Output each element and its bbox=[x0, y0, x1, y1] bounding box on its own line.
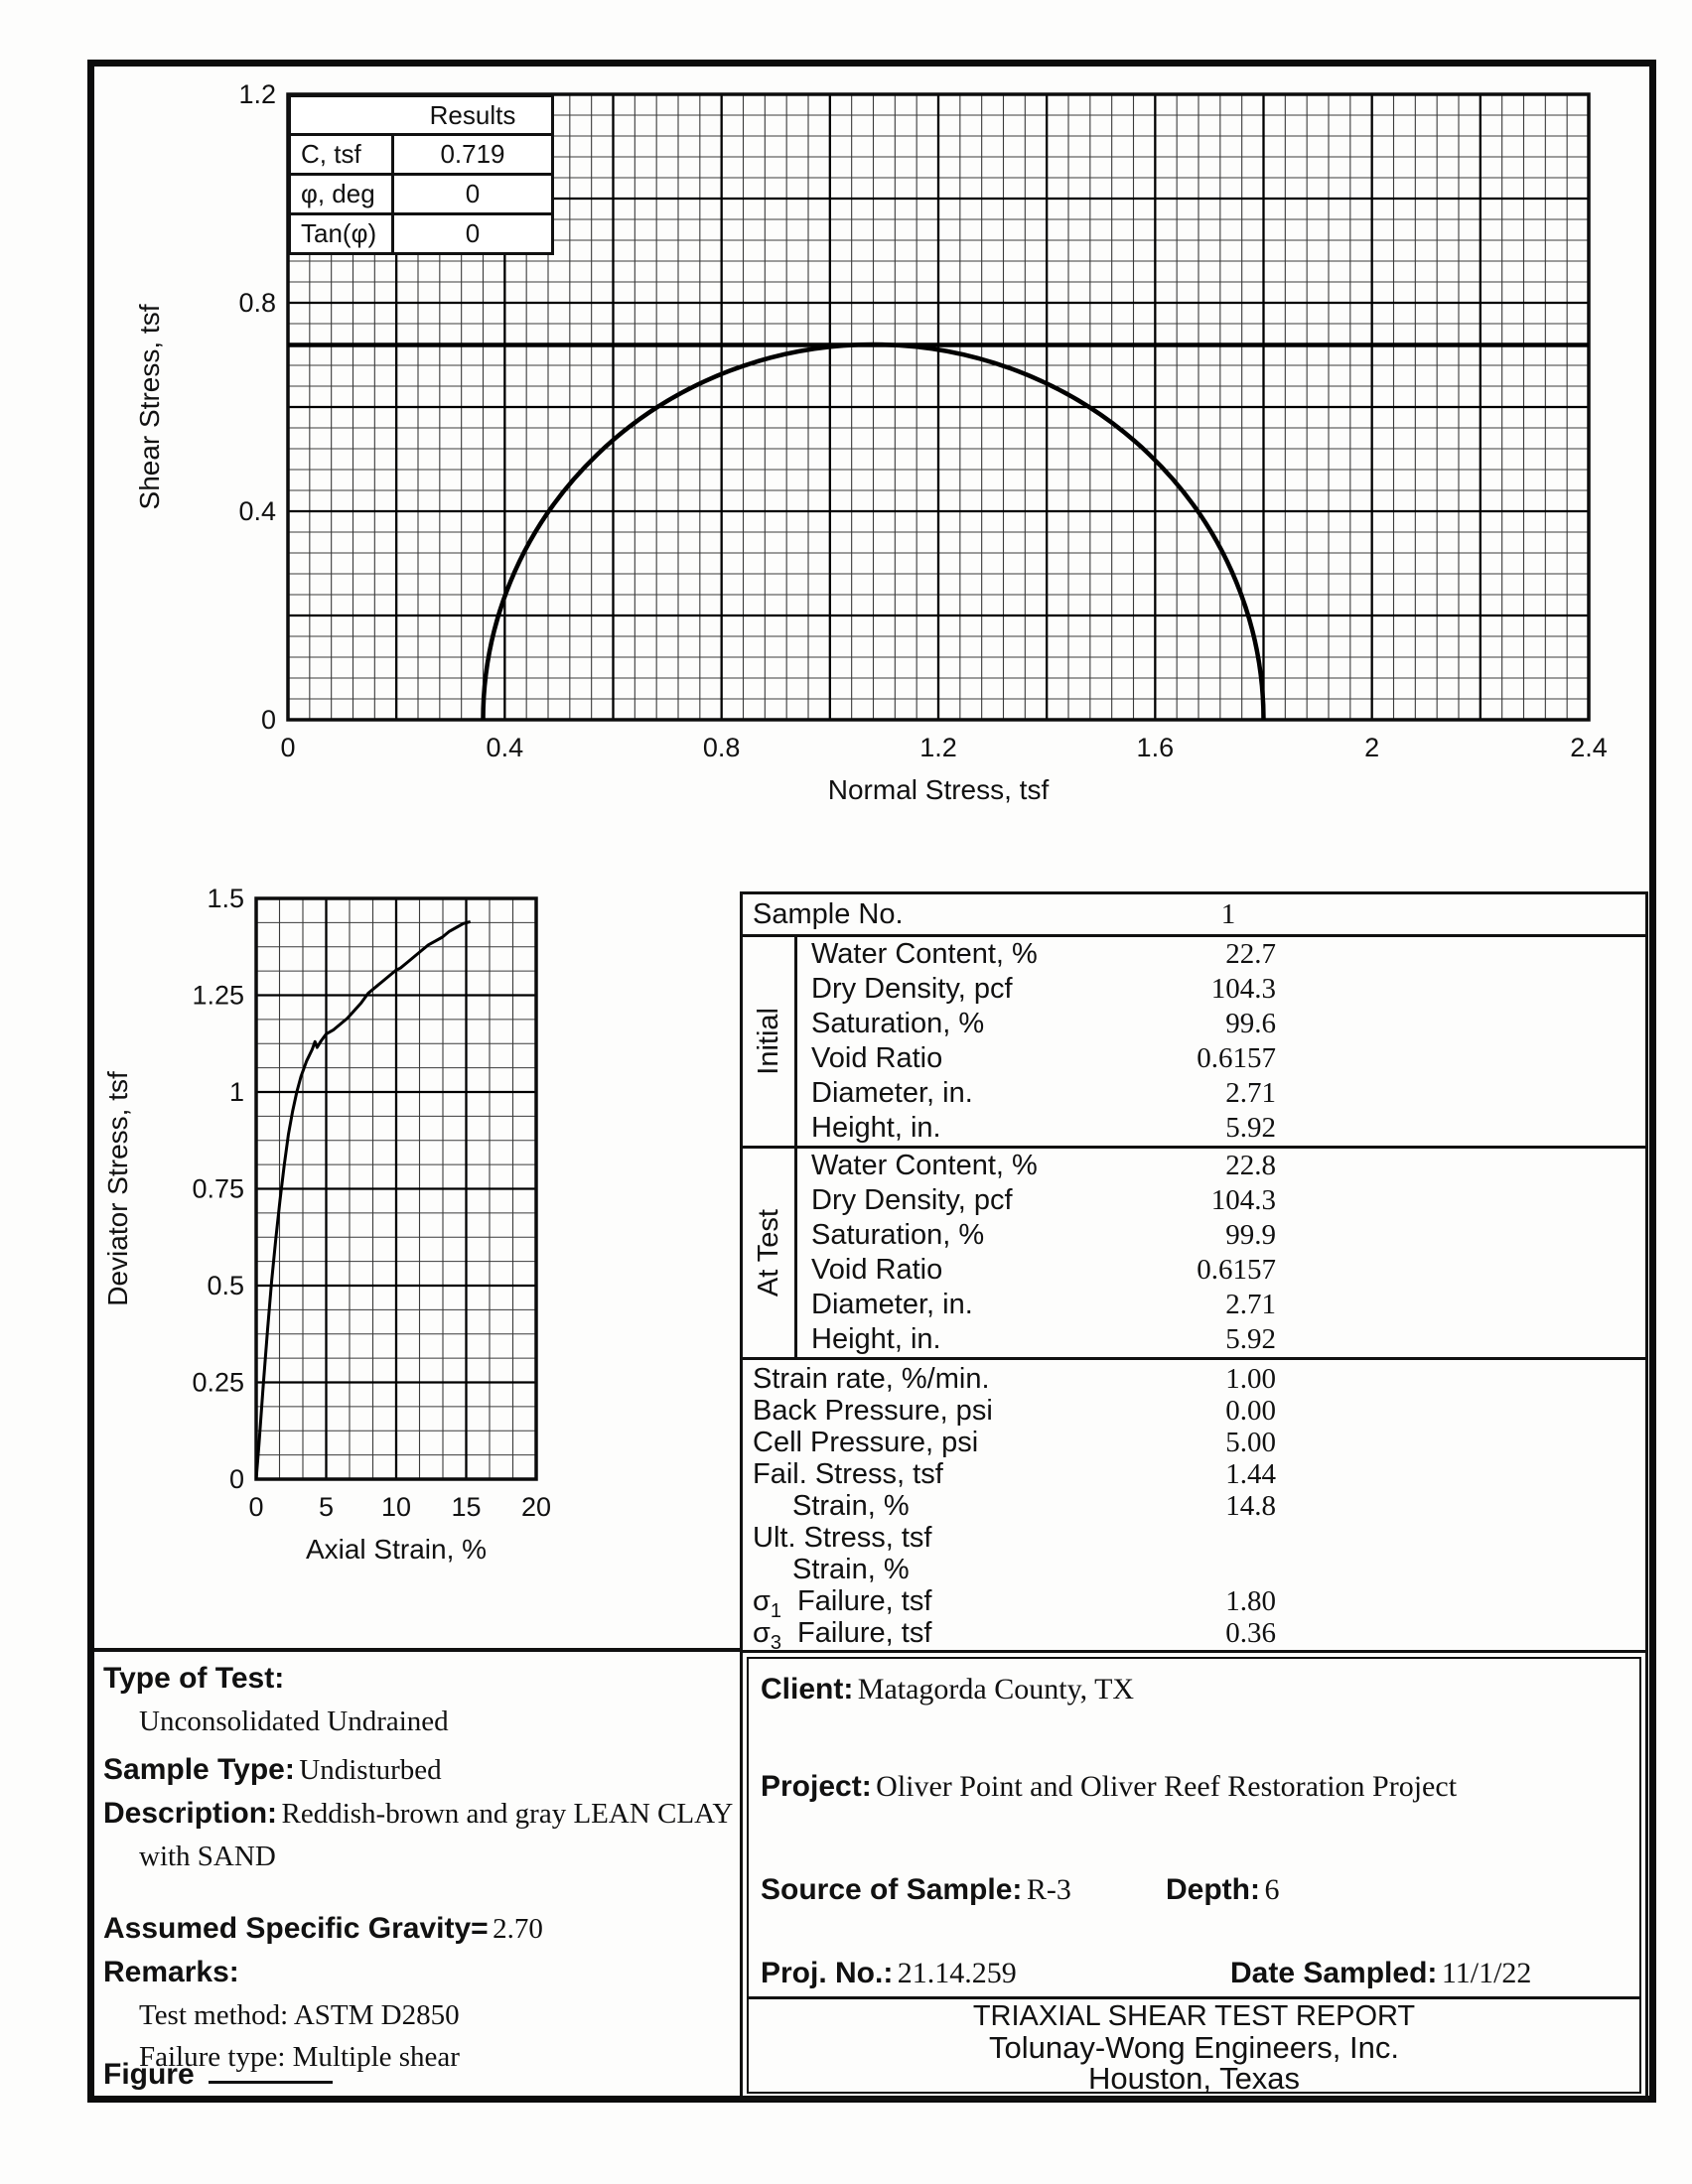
proj-no-label: Proj. No.: bbox=[761, 1957, 894, 1989]
sample-no-label: Sample No. bbox=[753, 898, 904, 930]
table-row: Height, in. 5.92 bbox=[811, 1323, 1276, 1355]
x-tick-label: 20 bbox=[520, 1492, 552, 1522]
figure-line bbox=[103, 2057, 333, 2092]
description-label: Description: bbox=[103, 1797, 278, 1830]
specific-gravity-label: Assumed Specific Gravity= bbox=[103, 1912, 489, 1945]
table-row: Water Content, % 22.7 bbox=[811, 938, 1276, 970]
y-tick-label: 0.25 bbox=[192, 1367, 244, 1398]
y-axis-title: Deviator Stress, tsf bbox=[102, 1071, 133, 1306]
date-sampled-label: Date Sampled: bbox=[1230, 1957, 1438, 1989]
y-tick-label: 1.5 bbox=[207, 884, 244, 913]
tan-phi-label: Tan(φ) bbox=[291, 215, 394, 252]
at-test-block bbox=[743, 1146, 1645, 1357]
y-tick-label: 0 bbox=[260, 705, 276, 735]
y-tick-label: 0.75 bbox=[192, 1173, 244, 1204]
x-tick-label: 1.6 bbox=[1136, 733, 1175, 762]
figure-label: Figure bbox=[103, 2058, 195, 2091]
test-info-divider bbox=[94, 1648, 740, 1652]
remark-failure-type: Failure type: Multiple shear bbox=[139, 2041, 460, 2073]
sample-type-value: Undisturbed bbox=[299, 1754, 442, 1786]
remark-test-method: Test method: ASTM D2850 bbox=[139, 1999, 460, 2031]
results-table bbox=[288, 94, 554, 255]
table-row: Saturation, % 99.6 bbox=[811, 1008, 1276, 1039]
phi-label: φ, deg bbox=[291, 176, 394, 212]
company-name: Tolunay-Wong Engineers, Inc. bbox=[989, 2030, 1399, 2065]
tan-phi-value: 0 bbox=[465, 218, 481, 248]
proj-no-value: 21.14.259 bbox=[897, 1957, 1017, 1989]
sample-type-line bbox=[103, 1753, 442, 1787]
sample-no-row bbox=[743, 894, 1645, 934]
project-info-box bbox=[740, 1650, 1648, 2101]
project-info-inner-border bbox=[747, 1657, 1641, 2094]
table-row bbox=[291, 136, 551, 176]
table-row: Dry Density, pcf 104.3 bbox=[811, 1184, 1276, 1216]
table-row: Strain, % bbox=[792, 1554, 910, 1585]
table-row: Diameter, in. 2.71 bbox=[811, 1289, 1276, 1320]
table-row: Water Content, % 22.8 bbox=[811, 1150, 1276, 1181]
x-tick-label: 15 bbox=[451, 1492, 482, 1522]
cohesion-value: 0.719 bbox=[440, 139, 505, 169]
table-row: Dry Density, pcf 104.3 bbox=[811, 973, 1276, 1005]
table-row: Cell Pressure, psi 5.00 bbox=[753, 1427, 1276, 1458]
x-tick-label: 2.4 bbox=[1570, 733, 1608, 762]
sigma3-failure-row: $\sigma_3$ Failure, tsf 0.36 bbox=[753, 1617, 1276, 1654]
table-row: Diameter, in. 2.71 bbox=[811, 1077, 1276, 1109]
project-line bbox=[761, 1770, 1457, 1804]
cohesion-label: C, tsf bbox=[291, 136, 394, 173]
initial-group-label: Initial bbox=[743, 937, 797, 1146]
sample-data-table bbox=[740, 891, 1648, 1653]
x-axis-title: Axial Strain, % bbox=[305, 1534, 488, 1565]
table-row: Back Pressure, psi 0.00 bbox=[753, 1395, 1276, 1427]
table-row: Fail. Stress, tsf 1.44 bbox=[753, 1458, 1276, 1490]
depth-label: Depth: bbox=[1166, 1873, 1260, 1906]
phi-value: 0 bbox=[465, 179, 481, 208]
project-value: Oliver Point and Oliver Reef Restoration Project bbox=[876, 1770, 1458, 1803]
y-tick-label: 0.4 bbox=[238, 496, 276, 526]
depth-line bbox=[1166, 1873, 1279, 1907]
x-tick-label: 5 bbox=[318, 1492, 335, 1522]
x-tick-label: 0.4 bbox=[486, 733, 524, 762]
figure-blank-underline bbox=[209, 2057, 333, 2084]
table-row: Ult. Stress, tsf bbox=[753, 1522, 932, 1554]
table-row: Strain rate, %/min. 1.00 bbox=[753, 1363, 1276, 1395]
sample-no-value: 1 bbox=[1220, 898, 1236, 930]
x-tick-label: 1.2 bbox=[919, 733, 957, 762]
table-row: Height, in. 5.92 bbox=[811, 1112, 1276, 1144]
remarks-label: Remarks: bbox=[103, 1956, 239, 1988]
initial-block bbox=[743, 934, 1645, 1146]
source-of-sample-label: Source of Sample: bbox=[761, 1873, 1023, 1906]
test-results-rows bbox=[743, 1357, 1645, 1653]
client-line bbox=[761, 1673, 1134, 1706]
table-row bbox=[291, 176, 551, 215]
x-tick-label: 0 bbox=[248, 1492, 264, 1522]
sigma1-failure-row: $\sigma_1$ Failure, tsf 1.80 bbox=[753, 1585, 1276, 1622]
x-axis-title: Normal Stress, tsf bbox=[827, 774, 1050, 805]
x-tick-label: 0 bbox=[280, 733, 296, 762]
date-sampled-value: 11/1/22 bbox=[1441, 1957, 1532, 1989]
type-of-test-value: Unconsolidated Undrained bbox=[139, 1706, 449, 1737]
x-tick-label: 0.8 bbox=[702, 733, 741, 762]
x-tick-label: 10 bbox=[380, 1492, 412, 1522]
table-row: Saturation, % 99.9 bbox=[811, 1219, 1276, 1251]
proj-no-line bbox=[761, 1957, 1017, 1990]
title-block-divider bbox=[749, 1996, 1639, 1999]
company-city: Houston, Texas bbox=[1087, 2061, 1301, 2096]
type-of-test-label: Type of Test: bbox=[103, 1662, 285, 1695]
y-tick-label: 1.2 bbox=[238, 79, 276, 109]
y-tick-label: 0 bbox=[228, 1464, 244, 1494]
specific-gravity-value: 2.70 bbox=[493, 1913, 543, 1945]
at-test-group-label: At Test bbox=[743, 1149, 797, 1357]
y-tick-label: 0.8 bbox=[238, 288, 276, 318]
depth-value: 6 bbox=[1264, 1873, 1280, 1906]
y-axis-title: Shear Stress, tsf bbox=[134, 304, 165, 510]
y-tick-label: 1 bbox=[228, 1077, 244, 1107]
source-line bbox=[761, 1873, 1071, 1907]
table-row: Strain, % 14.8 bbox=[792, 1490, 1276, 1522]
results-table-header: Results bbox=[291, 97, 551, 136]
table-row: Void Ratio 0.6157 bbox=[811, 1254, 1276, 1286]
date-sampled-line bbox=[1230, 1957, 1531, 1990]
client-value: Matagorda County, TX bbox=[857, 1673, 1135, 1706]
specific-gravity-line bbox=[103, 1912, 543, 1946]
source-of-sample-value: R-3 bbox=[1026, 1873, 1071, 1906]
y-tick-label: 0.5 bbox=[207, 1271, 244, 1300]
report-title: TRIAXIAL SHEAR TEST REPORT bbox=[972, 2000, 1416, 2032]
client-label: Client: bbox=[761, 1673, 854, 1706]
project-label: Project: bbox=[761, 1770, 872, 1803]
description-line bbox=[103, 1797, 733, 1831]
table-row: Void Ratio 0.6157 bbox=[811, 1042, 1276, 1074]
description-value-2: with SAND bbox=[139, 1841, 276, 1872]
table-row bbox=[291, 215, 551, 252]
x-tick-label: 2 bbox=[1364, 733, 1380, 762]
description-value: Reddish-brown and gray LEAN CLAY bbox=[281, 1798, 734, 1830]
y-tick-label: 1.25 bbox=[192, 980, 244, 1011]
sample-type-label: Sample Type: bbox=[103, 1753, 295, 1786]
